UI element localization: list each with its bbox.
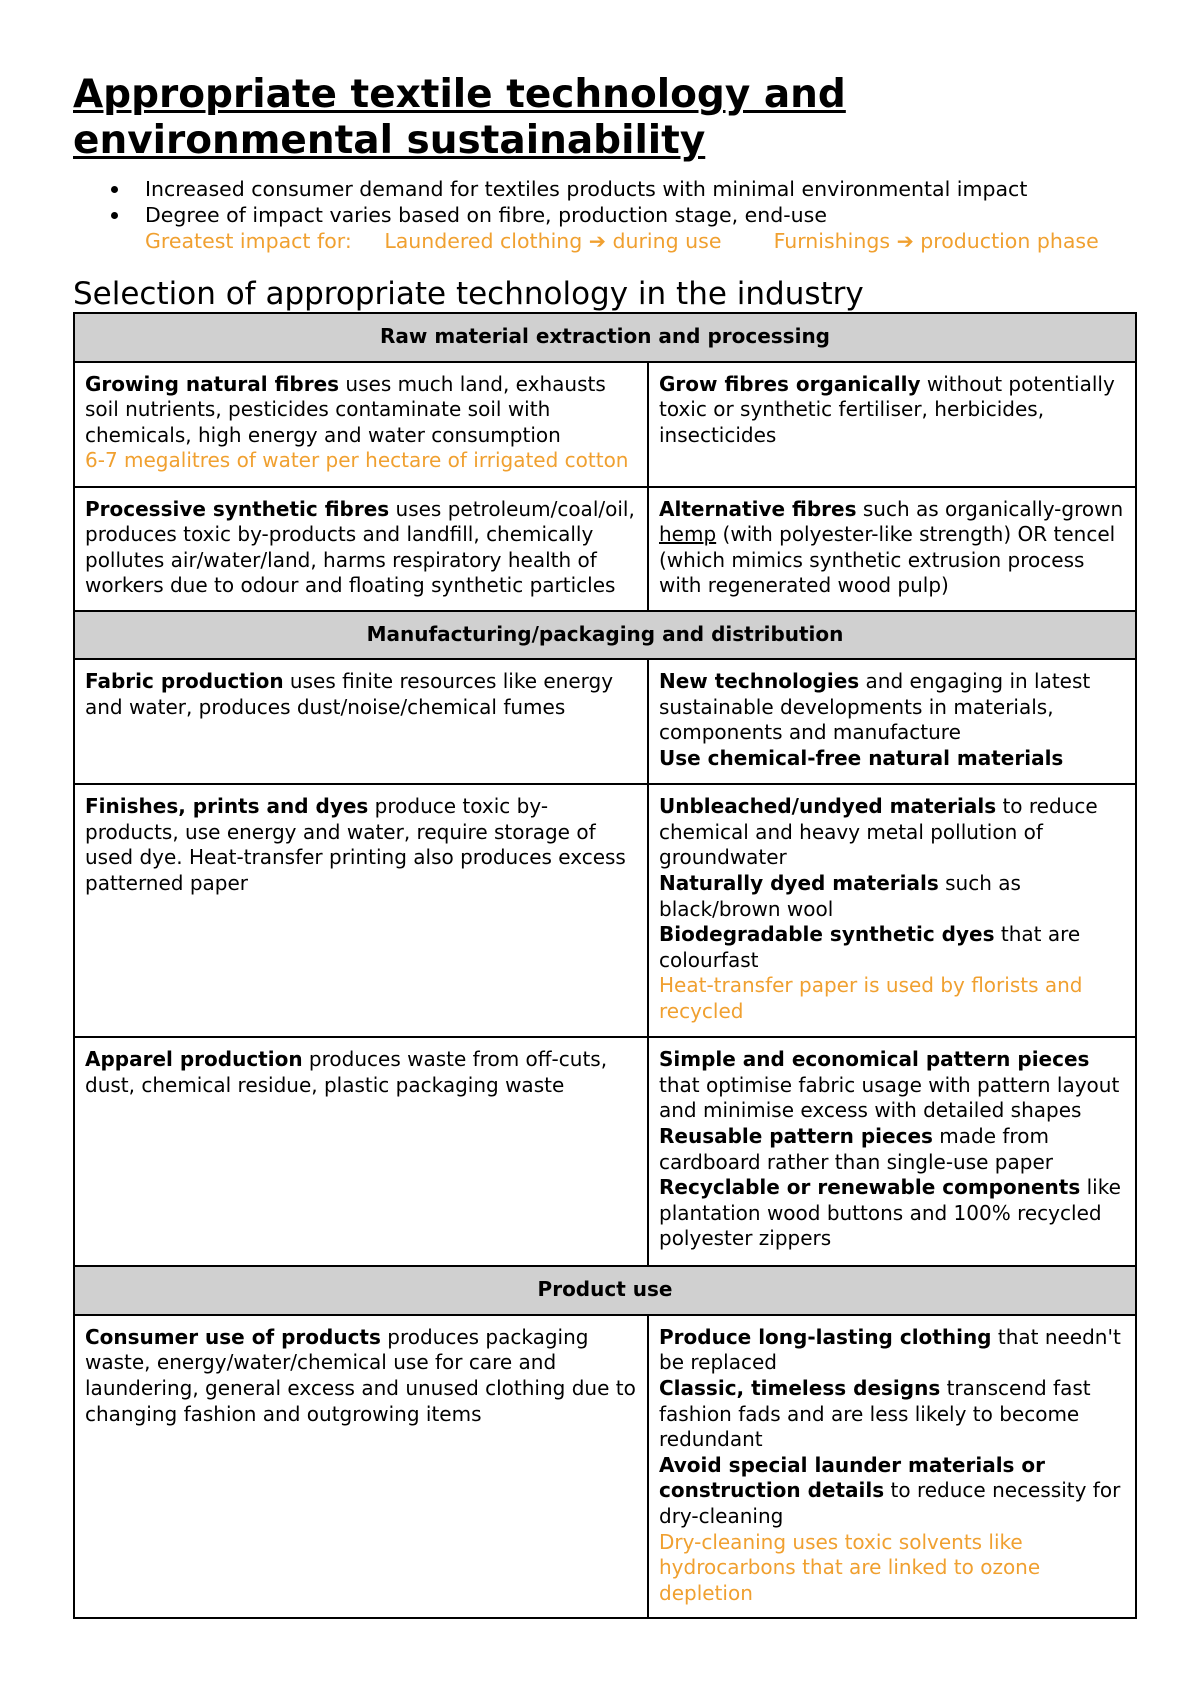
technology-table: [73, 312, 1137, 1619]
section-header-manufacturing: Manufacturing/packaging and distribution: [74, 611, 1136, 660]
solution-cell: Alternative fibres such as organically-grown hemp (with polyester-like strength) OR tencel (which mimics synthetic extrusion process with regenerated wood pulp): [648, 487, 1136, 611]
problem-cell: Apparel production produces waste from off-cuts, dust, chemical residue, plastic packaging waste: [74, 1037, 648, 1266]
section-header-raw: Raw material extraction and processing: [74, 313, 1136, 362]
section-header-row: [74, 1266, 1136, 1315]
bullet-item: Increased consumer demand for textiles products with minimal environmental impact: [73, 176, 1133, 202]
document-title: [73, 72, 1133, 164]
document-page: [73, 72, 1133, 1619]
fact-note: Dry-cleaning uses toxic solvents like hydrocarbons that are linked to ozone depletion: [659, 1529, 1041, 1605]
fact-note: Heat-transfer paper is used by florists and recycled: [659, 973, 1083, 1023]
section-header-row: [74, 313, 1136, 362]
section-header-product-use: Product use: [74, 1266, 1136, 1315]
table-row: [74, 1315, 1136, 1618]
solution-cell: Grow fibres organically without potentially toxic or synthetic fertiliser, herbicides, insecticides: [648, 362, 1136, 487]
title-line-1: Appropriate textile technology and: [73, 72, 846, 117]
table-row: [74, 1037, 1136, 1266]
impact-item-furnishings: Furnishings ➔ production phase: [773, 229, 1099, 253]
problem-cell: Processive synthetic fibres uses petroleum/coal/oil, produces toxic by-products and landfill, chemically pollutes air/water/land, harms respiratory health of workers due to odour and floating synthetic particles: [74, 487, 648, 611]
impact-label: Greatest impact for:: [145, 229, 352, 253]
title-line-2: environmental sustainability: [73, 118, 706, 163]
problem-cell: Fabric production uses finite resources like energy and water, produces dust/noise/chemical fumes: [74, 659, 648, 784]
table-row: [74, 784, 1136, 1037]
section-header-row: [74, 611, 1136, 660]
table-row: [74, 487, 1136, 611]
bullet-item: Degree of impact varies based on fibre, production stage, end-use: [73, 202, 1133, 228]
solution-cell: Simple and economical pattern pieces that optimise fabric usage with pattern layout and minimise excess with detailed shapes Reusable pattern pieces made from cardboard rather than single-use paper Recyclable or renewable components like plantation wood buttons and 100% recycled polyester zippers: [648, 1037, 1136, 1266]
solution-cell: Unbleached/undyed materials to reduce chemical and heavy metal pollution of groundwater Naturally dyed materials such as black/brown wool Biodegradable synthetic dyes that are colourfast Heat-transfer paper is used by florists and recycled: [648, 784, 1136, 1037]
impact-item-clothing: Laundered clothing ➔ during use: [384, 229, 722, 253]
table-row: [74, 362, 1136, 487]
problem-cell: Consumer use of products produces packaging waste, energy/water/chemical use for care and laundering, general excess and unused clothing due to changing fashion and outgrowing items: [74, 1315, 648, 1618]
fact-note: 6-7 megalitres of water per hectare of irrigated cotton: [85, 448, 629, 473]
bullet-icon: [111, 212, 118, 219]
greatest-impact-note: [73, 228, 1133, 254]
bullet-icon: [111, 186, 118, 193]
problem-cell: Growing natural fibres uses much land, exhausts soil nutrients, pesticides contaminate soil with chemicals, high energy and water consumption 6-7 megalitres of water per hectare of irrigated cotton: [74, 362, 648, 487]
table-row: [74, 659, 1136, 784]
problem-cell: Finishes, prints and dyes produce toxic by-products, use energy and water, require storage of used dye. Heat-transfer printing also produces excess patterned paper: [74, 784, 648, 1037]
solution-cell: New technologies and engaging in latest sustainable developments in materials, components and manufacture Use chemical-free natural materials: [648, 659, 1136, 784]
section-subtitle: Selection of appropriate technology in the industry: [73, 276, 864, 312]
intro-bullet-list: [73, 176, 1133, 228]
solution-cell: Produce long-lasting clothing that needn't be replaced Classic, timeless designs transcend fast fashion fads and are less likely to become redundant Avoid special launder materials or construction details to reduce necessity for dry-cleaning Dry-cleaning uses toxic solvents like hydrocarbons that are linked to ozone depletion: [648, 1315, 1136, 1618]
